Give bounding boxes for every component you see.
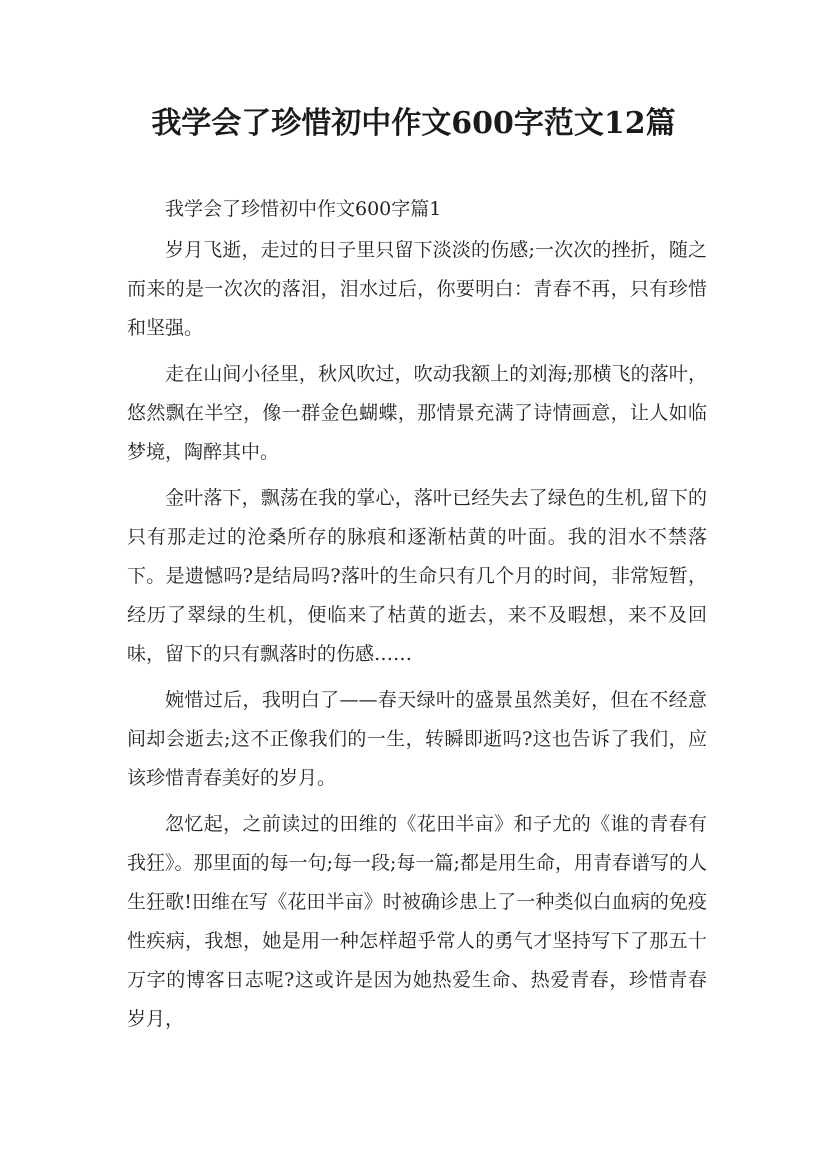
document-title: 我学会了珍惜初中作文600字范文12篇 [151, 106, 676, 141]
paragraph: 忽忆起，之前读过的田维的《花田半亩》和子尤的《谁的青春有我狂》。那里面的每一句;每一段;每一篇;都是用生命，用青春谱写的人生狂歌!田维在写《花田半亩》时被确诊患上了一种类似白血病的免疫性疾病，我想，她是用一种怎样超乎常人的勇气才坚持写下了那五十万字的博客日志呢?这或许是因为她热爱生命、热爱青春，珍惜青春岁月， [127, 813, 707, 1030]
section-heading: 我学会了珍惜初中作文600字篇1 [165, 198, 442, 220]
paragraph: 岁月飞逝，走过的日子里只留下淡淡的伤感;一次次的挫折，随之而来的是一次次的落泪，泪水过后，你要明白：青春不再，只有珍惜和坚强。 [127, 239, 707, 339]
document-body [127, 190, 707, 1046]
paragraph: 婉惜过后，我明白了——春天绿叶的盛景虽然美好，但在不经意间却会逝去;这不正像我们的一生，转瞬即逝吗?这也告诉了我们，应该珍惜青春美好的岁月。 [127, 689, 707, 789]
paragraph: 走在山间小径里，秋风吹过，吹动我额上的刘海;那横飞的落叶，悠然飘在半空，像一群金色蝴蝶，那情景充满了诗情画意，让人如临梦境，陶醉其中。 [127, 363, 707, 463]
paragraph: 金叶落下，飘荡在我的掌心，落叶已经失去了绿色的生机,留下的只有那走过的沧桑所存的脉痕和逐渐枯黄的叶面。我的泪水不禁落下。是遗憾吗?是结局吗?落叶的生命只有几个月的时间，非常短暂，经历了翠绿的生机，便临来了枯黄的逝去，来不及暇想，来不及回味，留下的只有飘落时的伤感…… [127, 487, 707, 665]
